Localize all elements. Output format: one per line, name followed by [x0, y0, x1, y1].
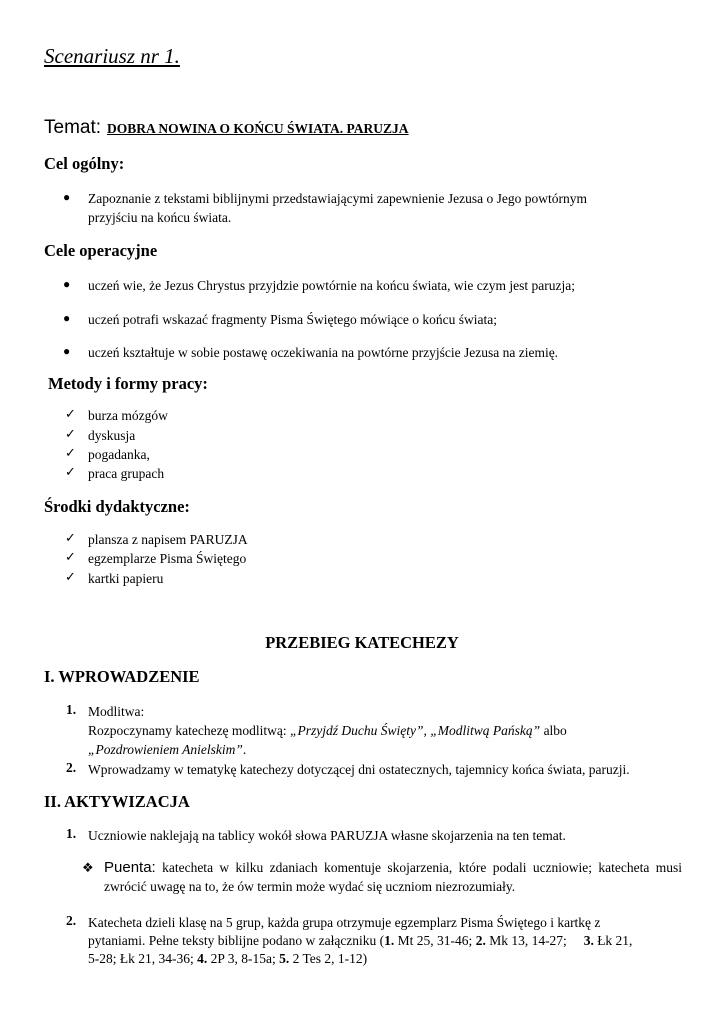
topic-label: Temat: — [44, 117, 102, 138]
checkmark-icon: ✓ — [65, 464, 76, 479]
introduction-heading: I. WPROWADZENIE — [44, 667, 200, 686]
activation-item: Uczniowie naklejają na tablicy wokół słowa PARUZJA własne skojarzenia na ten temat. — [88, 828, 566, 843]
group-task-line2: pytaniami. Pełne teksty biblijne podano w załączniku (1. Mt 25, 31-46; 2. Mk 13, 14-27; 3. Łk 21, — [88, 933, 633, 948]
bullet-icon: ● — [63, 344, 71, 358]
checkmark-icon: ✓ — [65, 406, 76, 421]
general-goal-line2: przyjściu na końcu świata. — [88, 210, 232, 225]
group-task-line3: 5-28; Łk 21, 34-36; 4. 2P 3, 8-15a; 5. 2 Tes 2, 1-12) — [88, 951, 368, 966]
puenta-paragraph: Puenta: katecheta w kilku zdaniach komentuje skojarzenia, które podali uczniowie; katecheta musi zwrócić uwagę na to, że ów termin może wydać się uczniom niezrozumiały. — [104, 859, 683, 894]
method-item: praca grupach — [88, 466, 165, 481]
operational-goal-item: uczeń kształtuje w sobie postawę oczekiwania na powtórne przyjście Jezusa na ziemię. — [88, 345, 559, 360]
introduction-item: Wprowadzamy w tematykę katechezy dotyczącej dni ostatecznych, tajemnicy końca świata, paruzji. — [88, 762, 630, 777]
general-goal-line1: Zapoznanie z tekstami biblijnymi przedstawiającymi zapewnienie Jezusa o Jego powtórnym — [88, 191, 587, 206]
topic-line — [44, 117, 409, 139]
method-item: pogadanka, — [88, 447, 150, 462]
checkmark-icon: ✓ — [65, 549, 76, 564]
prayer-text-line1: Rozpoczynamy katechezę modlitwą: „Przyjdź Duchu Święty”, „Modlitwą Pańską” albo — [88, 723, 567, 738]
list-number: 1. — [66, 826, 77, 841]
teaching-aid-item: plansza z napisem PARUZJA — [88, 532, 248, 547]
teaching-aid-item: kartki papieru — [88, 571, 164, 586]
method-item: dyskusja — [88, 428, 136, 443]
diamond-bullet-icon: ❖ — [82, 860, 94, 875]
topic-text: DOBRA NOWINA O KOŃCU ŚWIATA. PARUZJA — [107, 121, 409, 136]
group-task-line1: Katecheta dzieli klasę na 5 grup, każda grupa otrzymuje egzemplarz Pisma Świętego i kartkę z — [88, 915, 601, 930]
general-goal-heading: Cel ogólny: — [44, 154, 125, 173]
bullet-icon: ● — [63, 311, 71, 325]
document-title: Scenariusz nr 1. — [44, 44, 180, 68]
operational-goal-item: uczeń wie, że Jezus Chrystus przyjdzie powtórnie na końcu świata, wie czym jest paruzja; — [88, 278, 575, 293]
lesson-course-heading: PRZEBIEG KATECHEZY — [265, 633, 459, 652]
operational-goal-item: uczeń potrafi wskazać fragmenty Pisma Świętego mówiące o końcu świata; — [88, 312, 497, 327]
methods-heading: Metody i formy pracy: — [48, 374, 208, 393]
list-number: 1. — [66, 702, 77, 717]
bullet-icon: ● — [63, 190, 71, 204]
checkmark-icon: ✓ — [65, 530, 76, 545]
list-number: 2. — [66, 760, 77, 775]
checkmark-icon: ✓ — [65, 569, 76, 584]
prayer-text-line2: „Pozdrowieniem Anielskim”. — [88, 742, 247, 757]
list-number: 2. — [66, 913, 77, 928]
bullet-icon: ● — [63, 277, 71, 291]
prayer-title: Modlitwa: — [88, 704, 145, 719]
checkmark-icon: ✓ — [65, 426, 76, 441]
checkmark-icon: ✓ — [65, 445, 76, 460]
activation-heading: II. AKTYWIZACJA — [44, 792, 190, 811]
method-item: burza mózgów — [88, 408, 168, 423]
teaching-aid-item: egzemplarze Pisma Świętego — [88, 551, 247, 566]
operational-goals-heading: Cele operacyjne — [44, 241, 158, 260]
teaching-aids-heading: Środki dydaktyczne: — [44, 497, 190, 516]
